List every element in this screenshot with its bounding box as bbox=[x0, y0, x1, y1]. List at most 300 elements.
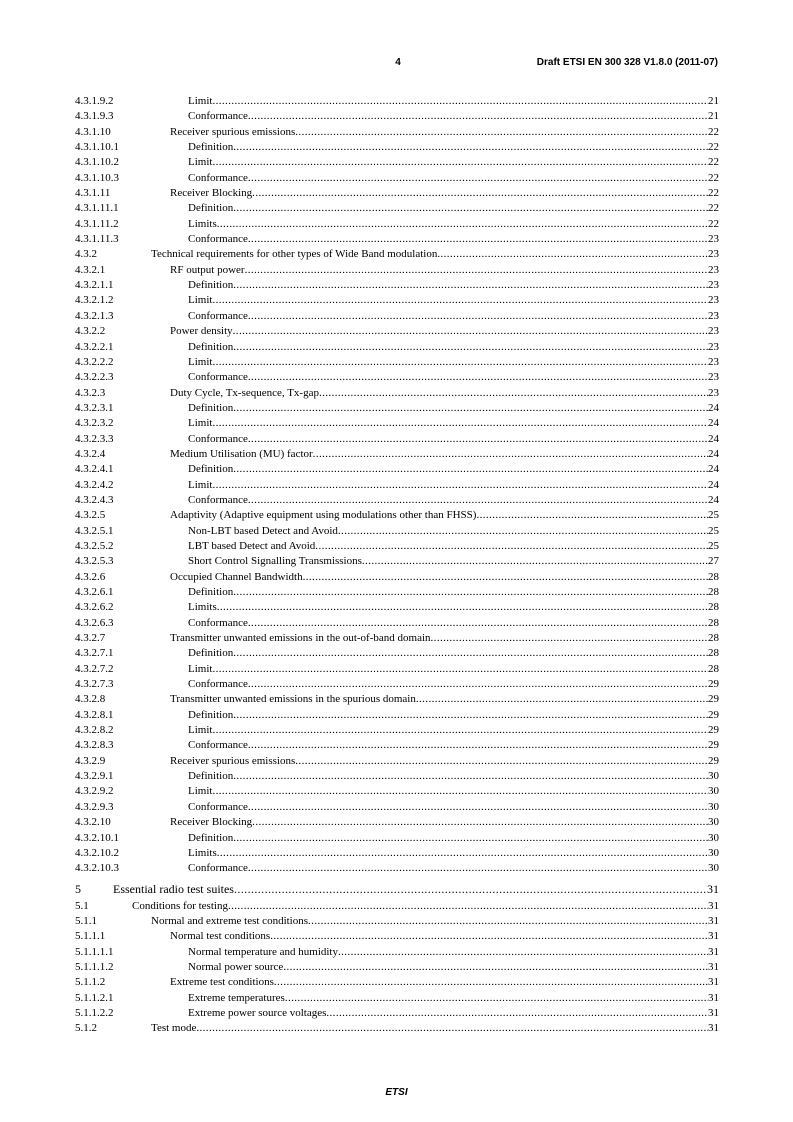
toc-entry-body bbox=[170, 631, 719, 646]
toc-entry-page: 30 bbox=[708, 846, 719, 859]
toc-entry-body bbox=[188, 155, 719, 170]
toc-entry-number: 4.3.2.1.3 bbox=[75, 309, 114, 322]
toc-dot-leader bbox=[217, 217, 708, 232]
toc-dot-leader bbox=[248, 493, 708, 508]
toc-entry-page: 28 bbox=[708, 616, 719, 629]
toc-entry-title: Limit bbox=[188, 155, 212, 170]
toc-entry-page: 31 bbox=[708, 991, 719, 1004]
toc-entry[interactable] bbox=[75, 447, 719, 462]
toc-entry-title: Normal power source bbox=[188, 960, 283, 975]
toc-entry-body bbox=[188, 109, 719, 124]
toc-entry-number: 4.3.2.3 bbox=[75, 386, 106, 399]
toc-entry[interactable] bbox=[75, 416, 719, 431]
toc-dot-leader bbox=[233, 646, 708, 661]
toc-entry-body bbox=[188, 991, 719, 1006]
toc-entry-page: 22 bbox=[708, 217, 719, 230]
toc-entry-page: 23 bbox=[708, 371, 719, 384]
toc-entry-page: 31 bbox=[708, 1006, 719, 1019]
toc-entry-page: 25 bbox=[708, 509, 719, 522]
toc-entry-body bbox=[170, 324, 719, 339]
toc-entry-number: 4.3.2.1.1 bbox=[75, 279, 114, 292]
toc-entry-title: Limits bbox=[188, 846, 217, 861]
toc-dot-leader bbox=[431, 631, 708, 646]
toc-entry[interactable] bbox=[75, 585, 719, 600]
toc-entry[interactable] bbox=[75, 846, 719, 861]
toc-entry[interactable] bbox=[75, 155, 719, 170]
toc-entry-page: 23 bbox=[708, 386, 719, 399]
toc-entry-body bbox=[188, 201, 719, 216]
toc-entry-title: Normal temperature and humidity bbox=[188, 945, 338, 960]
toc-entry-body bbox=[188, 217, 719, 232]
toc-entry[interactable] bbox=[75, 109, 719, 124]
toc-dot-leader bbox=[212, 355, 708, 370]
toc-entry-body bbox=[188, 616, 719, 631]
table-of-contents bbox=[75, 94, 719, 1037]
toc-entry[interactable] bbox=[75, 692, 719, 707]
toc-entry-title: LBT based Detect and Avoid bbox=[188, 539, 315, 554]
toc-entry-title: Conditions for testing bbox=[132, 899, 228, 914]
toc-dot-leader bbox=[285, 991, 708, 1006]
toc-entry[interactable] bbox=[75, 899, 719, 914]
toc-entry-title: Transmitter unwanted emissions in the out-of-band domain bbox=[170, 631, 431, 646]
toc-entry-title: Power density bbox=[170, 324, 233, 339]
toc-entry-title: Limit bbox=[188, 355, 212, 370]
toc-entry[interactable] bbox=[75, 462, 719, 477]
toc-entry-title: Definition bbox=[188, 278, 233, 293]
toc-entry-page: 23 bbox=[708, 233, 719, 246]
toc-entry[interactable] bbox=[75, 125, 719, 140]
toc-entry-title: Duty Cycle, Tx-sequence, Tx-gap bbox=[170, 386, 319, 401]
toc-entry-number: 4.3.2.8.2 bbox=[75, 724, 114, 737]
toc-entry-body bbox=[188, 738, 719, 753]
toc-entry[interactable] bbox=[75, 186, 719, 201]
toc-entry-title: Short Control Signalling Transmissions bbox=[188, 554, 362, 569]
toc-entry-page: 31 bbox=[708, 930, 719, 943]
toc-entry-number: 4.3.2.10.3 bbox=[75, 862, 119, 875]
toc-entry-body bbox=[170, 975, 719, 990]
toc-dot-leader bbox=[233, 140, 708, 155]
toc-entry[interactable] bbox=[75, 945, 719, 960]
toc-entry-page: 22 bbox=[708, 187, 719, 200]
toc-entry-title: Extreme power source voltages bbox=[188, 1006, 326, 1021]
toc-entry-number: 4.3.2.1.2 bbox=[75, 294, 114, 307]
toc-entry-body bbox=[188, 524, 719, 539]
toc-dot-leader bbox=[252, 815, 708, 830]
toc-entry-page: 23 bbox=[708, 309, 719, 322]
toc-entry[interactable] bbox=[75, 401, 719, 416]
toc-entry-number: 4.3.2.5.1 bbox=[75, 524, 114, 537]
toc-entry[interactable] bbox=[75, 309, 719, 324]
toc-entry-title: Receiver Blocking bbox=[170, 815, 252, 830]
toc-entry-number: 4.3.1.11.1 bbox=[75, 202, 119, 215]
toc-entry-page: 22 bbox=[708, 125, 719, 138]
toc-dot-leader bbox=[212, 478, 708, 493]
toc-entry[interactable] bbox=[75, 432, 719, 447]
toc-entry-number: 5.1.1.1.1 bbox=[75, 945, 114, 958]
toc-entry-page: 24 bbox=[708, 447, 719, 460]
toc-entry-number: 4.3.2.7.3 bbox=[75, 678, 114, 691]
toc-entry[interactable] bbox=[75, 355, 719, 370]
toc-entry[interactable] bbox=[75, 929, 719, 944]
document-title: Draft ETSI EN 300 328 V1.8.0 (2011-07) bbox=[536, 57, 718, 68]
toc-entry-number: 4.3.1.9.2 bbox=[75, 95, 114, 107]
toc-entry-number: 4.3.2.5.3 bbox=[75, 555, 114, 568]
toc-entry[interactable] bbox=[75, 478, 719, 493]
toc-entry-page: 29 bbox=[708, 739, 719, 752]
toc-dot-leader bbox=[233, 831, 708, 846]
toc-entry-number: 4.3.2.6 bbox=[75, 570, 106, 583]
toc-dot-leader bbox=[234, 880, 707, 899]
toc-entry[interactable] bbox=[75, 1006, 719, 1021]
toc-dot-leader bbox=[416, 692, 708, 707]
toc-entry-page: 30 bbox=[708, 785, 719, 798]
toc-entry-body bbox=[188, 309, 719, 324]
toc-dot-leader bbox=[228, 899, 708, 914]
page-number: 4 bbox=[395, 57, 401, 68]
toc-entry-number: 4.3.1.10.2 bbox=[75, 156, 119, 169]
toc-entry-title: Technical requirements for other types of Wide Band modulation bbox=[151, 247, 437, 262]
toc-entry[interactable] bbox=[75, 914, 719, 929]
toc-entry-page: 28 bbox=[708, 586, 719, 598]
toc-entry[interactable] bbox=[75, 975, 719, 990]
toc-entry-number: 4.3.2.8.1 bbox=[75, 708, 114, 721]
toc-entry-title: Normal test conditions bbox=[170, 929, 270, 944]
toc-entry-body bbox=[188, 462, 719, 477]
toc-entry-page: 22 bbox=[708, 171, 719, 184]
toc-entry[interactable] bbox=[75, 991, 719, 1006]
toc-entry-title: Non-LBT based Detect and Avoid bbox=[188, 524, 338, 539]
toc-entry-page: 30 bbox=[708, 862, 719, 875]
toc-entry-number: 4.3.2.10 bbox=[75, 816, 111, 829]
toc-dot-leader bbox=[248, 171, 708, 186]
toc-dot-leader bbox=[233, 340, 708, 355]
toc-entry-number: 4.3.1.10.3 bbox=[75, 171, 119, 184]
toc-entry[interactable] bbox=[75, 861, 719, 876]
toc-entry-body bbox=[170, 692, 719, 707]
toc-entry-page: 23 bbox=[708, 340, 719, 353]
toc-entry-page: 28 bbox=[708, 570, 719, 583]
toc-entry-page: 24 bbox=[708, 493, 719, 506]
toc-entry-number: 5.1.1 bbox=[75, 914, 97, 927]
toc-entry-body bbox=[188, 769, 719, 784]
toc-entry[interactable] bbox=[75, 493, 719, 508]
toc-entry[interactable] bbox=[75, 524, 719, 539]
toc-entry-title: Receiver spurious emissions bbox=[170, 125, 295, 140]
toc-dot-leader bbox=[252, 186, 708, 201]
toc-entry-title: Occupied Channel Bandwidth bbox=[170, 570, 303, 585]
toc-entry-title: RF output power bbox=[170, 263, 245, 278]
toc-entry-body bbox=[170, 263, 719, 278]
toc-entry-title: Conformance bbox=[188, 738, 248, 753]
toc-entry-title: Conformance bbox=[188, 861, 248, 876]
toc-entry-number: 4.3.2.8 bbox=[75, 693, 106, 706]
toc-entry-body bbox=[188, 232, 719, 247]
toc-entry-body bbox=[188, 708, 719, 723]
toc-entry-number: 5.1.1.2 bbox=[75, 976, 106, 989]
toc-entry-number: 4.3.2.3.1 bbox=[75, 401, 114, 414]
toc-entry[interactable] bbox=[75, 263, 719, 278]
toc-entry-page: 30 bbox=[708, 816, 719, 829]
toc-entry[interactable] bbox=[75, 723, 719, 738]
toc-dot-leader bbox=[217, 600, 708, 615]
toc-entry-page: 23 bbox=[708, 248, 719, 261]
toc-entry-number: 4.3.2.7.2 bbox=[75, 662, 114, 675]
toc-entry-body bbox=[188, 662, 719, 677]
toc-entry[interactable] bbox=[75, 880, 719, 899]
toc-dot-leader bbox=[248, 432, 708, 447]
toc-entry-number: 4.3.2.9 bbox=[75, 754, 106, 767]
toc-dot-leader bbox=[233, 769, 708, 784]
toc-entry-body bbox=[188, 846, 719, 861]
toc-entry-page: 23 bbox=[708, 279, 719, 292]
toc-entry-body bbox=[188, 800, 719, 815]
toc-dot-leader bbox=[212, 723, 708, 738]
toc-entry-number: 4.3.1.9.3 bbox=[75, 110, 114, 123]
toc-entry-body bbox=[188, 960, 719, 975]
toc-entry-title: Definition bbox=[188, 401, 233, 416]
toc-entry[interactable] bbox=[75, 539, 719, 554]
toc-entry-number: 4.3.2.9.1 bbox=[75, 770, 114, 783]
toc-entry[interactable] bbox=[75, 171, 719, 186]
toc-entry-page: 24 bbox=[708, 432, 719, 445]
toc-entry-number: 4.3.2.6.3 bbox=[75, 616, 114, 629]
toc-entry-number: 4.3.2.2.1 bbox=[75, 340, 114, 353]
toc-dot-leader bbox=[248, 616, 708, 631]
toc-entry-page: 25 bbox=[708, 524, 719, 537]
toc-entry-number: 4.3.1.10.1 bbox=[75, 141, 119, 154]
toc-entry-title: Limit bbox=[188, 478, 212, 493]
toc-entry[interactable] bbox=[75, 554, 719, 569]
toc-entry[interactable] bbox=[75, 815, 719, 830]
toc-entry[interactable] bbox=[75, 631, 719, 646]
toc-dot-leader bbox=[248, 232, 708, 247]
toc-entry[interactable] bbox=[75, 293, 719, 308]
toc-entry-page: 31 bbox=[708, 945, 719, 958]
toc-entry-body bbox=[188, 278, 719, 293]
toc-dot-leader bbox=[212, 155, 708, 170]
toc-entry[interactable] bbox=[75, 232, 719, 247]
toc-dot-leader bbox=[217, 846, 708, 861]
toc-entry-page: 23 bbox=[708, 355, 719, 368]
toc-entry-page: 31 bbox=[708, 914, 719, 927]
footer-logo-text: ETSI bbox=[385, 1087, 408, 1098]
toc-entry-page: 27 bbox=[708, 555, 719, 568]
toc-dot-leader bbox=[233, 401, 708, 416]
toc-entry-title: Transmitter unwanted emissions in the spurious domain bbox=[170, 692, 416, 707]
toc-entry-body bbox=[188, 554, 719, 569]
toc-entry-body bbox=[132, 899, 719, 914]
toc-entry-number: 5.1.1.1 bbox=[75, 930, 106, 943]
toc-entry-title: Receiver spurious emissions bbox=[170, 754, 295, 769]
toc-entry[interactable] bbox=[75, 324, 719, 339]
toc-entry-page: 28 bbox=[708, 632, 719, 645]
toc-entry-page: 23 bbox=[708, 263, 719, 276]
toc-dot-leader bbox=[295, 125, 708, 140]
toc-entry[interactable] bbox=[75, 677, 719, 692]
toc-dot-leader bbox=[212, 293, 708, 308]
toc-entry-page: 31 bbox=[708, 899, 719, 912]
toc-dot-leader bbox=[212, 662, 708, 677]
toc-entry-title: Test mode bbox=[151, 1021, 196, 1036]
toc-entry-body bbox=[188, 293, 719, 308]
toc-entry-title: Definition bbox=[188, 201, 233, 216]
toc-entry-body bbox=[151, 247, 719, 262]
toc-entry-title: Definition bbox=[188, 140, 233, 155]
toc-entry-title: Definition bbox=[188, 646, 233, 661]
toc-entry-page: 24 bbox=[708, 401, 719, 414]
toc-entry-body bbox=[188, 171, 719, 186]
toc-dot-leader bbox=[248, 370, 708, 385]
toc-entry-title: Limit bbox=[188, 723, 212, 738]
toc-entry[interactable] bbox=[75, 646, 719, 661]
toc-entry-title: Conformance bbox=[188, 432, 248, 447]
toc-dot-leader bbox=[283, 960, 708, 975]
toc-entry-body bbox=[170, 508, 719, 523]
toc-entry-number: 4.3.2.9.3 bbox=[75, 800, 114, 813]
toc-entry-body bbox=[188, 478, 719, 493]
toc-entry-body bbox=[188, 493, 719, 508]
toc-entry[interactable] bbox=[75, 386, 719, 401]
toc-entry-title: Extreme test conditions bbox=[170, 975, 274, 990]
toc-entry[interactable] bbox=[75, 800, 719, 815]
toc-entry[interactable] bbox=[75, 247, 719, 262]
toc-entry[interactable] bbox=[75, 217, 719, 232]
toc-entry-page: 25 bbox=[708, 539, 719, 552]
toc-dot-leader bbox=[248, 309, 708, 324]
toc-entry[interactable] bbox=[75, 754, 719, 769]
toc-entry-title: Definition bbox=[188, 831, 233, 846]
toc-entry-body bbox=[188, 401, 719, 416]
toc-entry-page: 29 bbox=[708, 724, 719, 737]
toc-entry-title: Limit bbox=[188, 416, 212, 431]
toc-entry-page: 31 bbox=[708, 960, 719, 973]
toc-entry-number: 5.1 bbox=[75, 899, 89, 912]
toc-entry-body bbox=[170, 447, 719, 462]
toc-dot-leader bbox=[233, 201, 708, 216]
toc-entry-title: Receiver Blocking bbox=[170, 186, 252, 201]
toc-entry[interactable] bbox=[75, 1021, 719, 1036]
toc-entry[interactable] bbox=[75, 340, 719, 355]
toc-entry[interactable] bbox=[75, 784, 719, 799]
toc-entry-number: 4.3.1.11.2 bbox=[75, 217, 119, 230]
toc-entry-page: 24 bbox=[708, 417, 719, 430]
toc-entry-body bbox=[188, 585, 719, 600]
toc-entry-page: 22 bbox=[708, 156, 719, 169]
toc-entry-title: Conformance bbox=[188, 309, 248, 324]
toc-entry-number: 4.3.2 bbox=[75, 248, 97, 261]
toc-dot-leader bbox=[248, 800, 708, 815]
toc-entry-number: 5.1.1.2.1 bbox=[75, 991, 114, 1004]
toc-entry-page: 31 bbox=[707, 881, 719, 896]
toc-entry-body bbox=[170, 929, 719, 944]
toc-dot-leader bbox=[338, 945, 708, 960]
toc-dot-leader bbox=[248, 738, 708, 753]
toc-entry-title: Definition bbox=[188, 769, 233, 784]
toc-entry[interactable] bbox=[75, 831, 719, 846]
toc-entry-body bbox=[151, 1021, 719, 1036]
toc-entry-body bbox=[188, 677, 719, 692]
toc-entry-number: 4.3.2.6.1 bbox=[75, 586, 114, 598]
toc-entry-title: Adaptivity (Adaptive equipment using modulations other than FHSS) bbox=[170, 508, 476, 523]
toc-entry-title: Limits bbox=[188, 600, 217, 615]
toc-entry[interactable] bbox=[75, 738, 719, 753]
toc-dot-leader bbox=[212, 416, 708, 431]
toc-entry[interactable] bbox=[75, 600, 719, 615]
toc-entry[interactable] bbox=[75, 769, 719, 784]
toc-entry-title: Definition bbox=[188, 708, 233, 723]
toc-entry-title: Limit bbox=[188, 293, 212, 308]
toc-entry-body bbox=[188, 94, 719, 109]
toc-entry-page: 28 bbox=[708, 601, 719, 614]
toc-entry-page: 30 bbox=[708, 831, 719, 844]
toc-entry[interactable] bbox=[75, 662, 719, 677]
toc-entry-number: 4.3.2.2 bbox=[75, 325, 106, 338]
toc-entry[interactable] bbox=[75, 616, 719, 631]
toc-entry-number: 4.3.2.4.2 bbox=[75, 478, 114, 491]
toc-entry-body bbox=[188, 646, 719, 661]
toc-dot-leader bbox=[245, 263, 708, 278]
toc-entry-page: 22 bbox=[708, 202, 719, 215]
toc-entry-body bbox=[188, 723, 719, 738]
toc-entry[interactable] bbox=[75, 708, 719, 723]
toc-entry-page: 23 bbox=[708, 294, 719, 307]
toc-entry-body bbox=[188, 1006, 719, 1021]
toc-entry-body bbox=[188, 416, 719, 431]
toc-entry-body bbox=[188, 945, 719, 960]
toc-entry-page: 24 bbox=[708, 463, 719, 476]
toc-entry-body bbox=[151, 914, 719, 929]
toc-dot-leader bbox=[233, 708, 708, 723]
toc-entry-body bbox=[170, 815, 719, 830]
toc-entry[interactable] bbox=[75, 508, 719, 523]
toc-dot-leader bbox=[212, 784, 708, 799]
toc-entry-number: 4.3.2.4 bbox=[75, 447, 106, 460]
toc-entry-title: Conformance bbox=[188, 370, 248, 385]
toc-entry-page: 30 bbox=[708, 800, 719, 813]
toc-entry-page: 28 bbox=[708, 662, 719, 675]
toc-dot-leader bbox=[248, 861, 708, 876]
toc-entry-body bbox=[170, 754, 719, 769]
toc-entry-number: 5.1.1.2.2 bbox=[75, 1006, 114, 1019]
toc-entry-page: 31 bbox=[708, 1022, 719, 1035]
toc-dot-leader bbox=[437, 247, 708, 262]
toc-entry-body bbox=[188, 370, 719, 385]
toc-entry-title: Definition bbox=[188, 585, 233, 600]
toc-entry-body bbox=[188, 140, 719, 155]
toc-entry[interactable] bbox=[75, 201, 719, 216]
toc-entry-page: 31 bbox=[708, 976, 719, 989]
toc-entry-title: Definition bbox=[188, 462, 233, 477]
toc-entry-number: 4.3.2.10.1 bbox=[75, 831, 119, 844]
toc-entry-title: Extreme temperatures bbox=[188, 991, 285, 1006]
toc-entry[interactable] bbox=[75, 140, 719, 155]
toc-entry[interactable] bbox=[75, 94, 719, 109]
toc-entry-body bbox=[170, 570, 719, 585]
toc-entry[interactable] bbox=[75, 570, 719, 585]
toc-dot-leader bbox=[248, 109, 708, 124]
toc-entry-number: 4.3.2.1 bbox=[75, 263, 106, 276]
toc-entry[interactable] bbox=[75, 960, 719, 975]
toc-entry[interactable] bbox=[75, 278, 719, 293]
toc-entry-page: 24 bbox=[708, 478, 719, 491]
toc-entry-number: 4.3.2.2.2 bbox=[75, 355, 114, 368]
toc-entry-page: 29 bbox=[708, 693, 719, 706]
toc-entry-title: Definition bbox=[188, 340, 233, 355]
toc-entry-title: Limit bbox=[188, 94, 212, 109]
toc-dot-leader bbox=[362, 554, 708, 569]
toc-entry[interactable] bbox=[75, 370, 719, 385]
toc-entry-title: Normal and extreme test conditions bbox=[151, 914, 308, 929]
